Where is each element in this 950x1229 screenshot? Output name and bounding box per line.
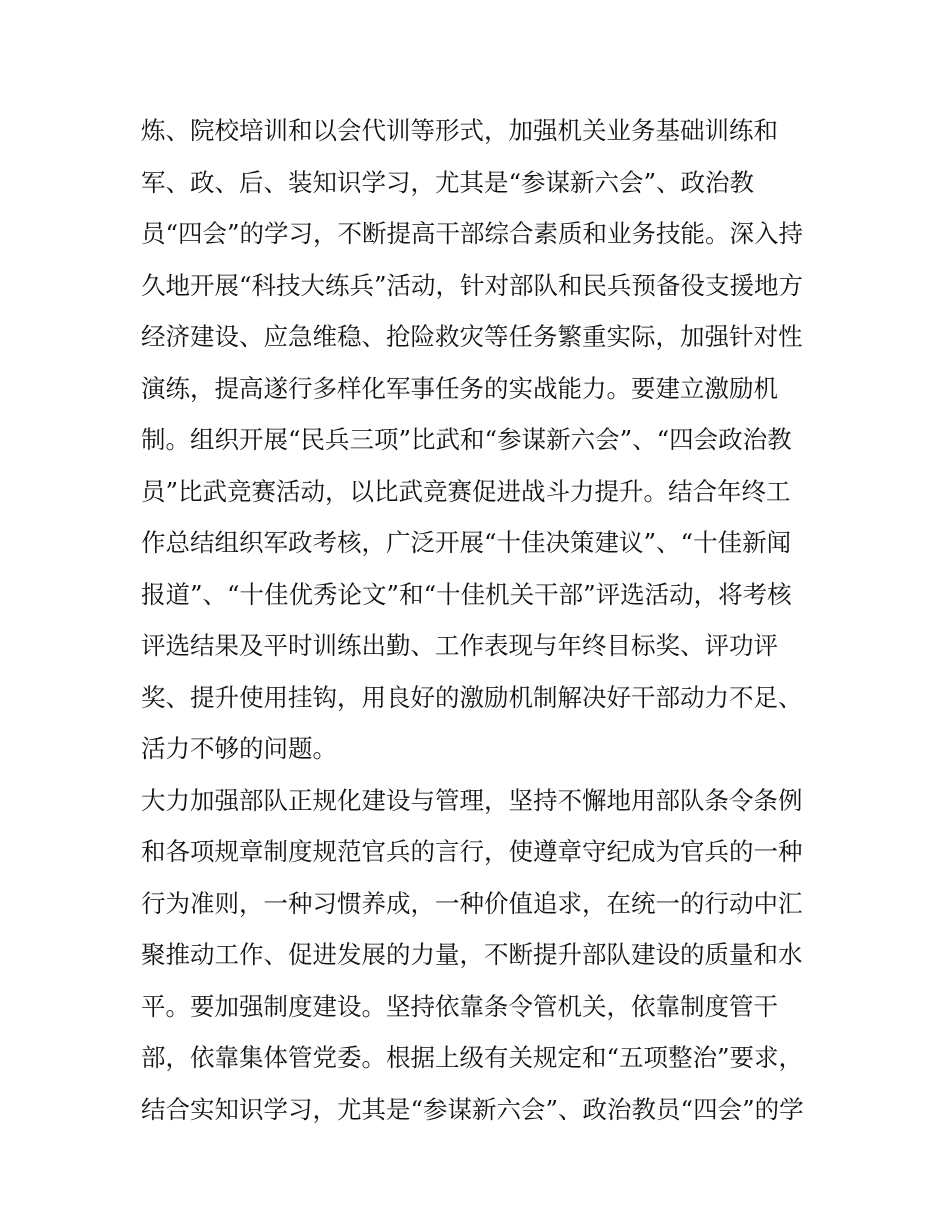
text-line: 聚推动工作、促进发展的力量，不断提升部队建设的质量和水 xyxy=(141,940,803,969)
text-line: 部，依靠集体管党委。根据上级有关规定和“五项整治”要求， xyxy=(141,1043,804,1072)
text-line: 评选结果及平时训练出勤、工作表现与年终目标奖、评功评 xyxy=(141,631,778,660)
text-line: 炼、院校培训和以会代训等形式，加强机关业务基础训练和 xyxy=(141,116,778,145)
text-line: 作总结组织军政考核，广泛开展“十佳决策建议”、“十佳新闻 xyxy=(141,528,792,557)
body-text xyxy=(141,105,841,1135)
text-line: 大力加强部队正规化建设与管理，坚持不懈地用部队条令条例 xyxy=(141,785,803,815)
text-line: 员“四会”的学习，不断提高干部综合素质和业务技能。深入持 xyxy=(141,219,804,248)
text-line: 军、政、后、装知识学习，尤其是“参谋新六会”、政治教 xyxy=(141,167,755,197)
text-line: 活力不够的问题。 xyxy=(141,734,337,763)
text-line: 结合实知识学习，尤其是“参谋新六会”、政治教员“四会”的学 xyxy=(141,1094,804,1124)
text-line: 久地开展“科技大练兵”活动，针对部队和民兵预备役支援地方 xyxy=(141,270,804,300)
text-line: 演练，提高遂行多样化军事任务的实战能力。要建立激励机 xyxy=(141,373,778,403)
text-line: 行为准则，一种习惯养成，一种价值追求，在统一的行动中汇 xyxy=(141,888,803,918)
text-line: 员”比武竞赛活动，以比武竞赛促进战斗力提升。结合年终工 xyxy=(141,476,791,506)
text-line: 制。组织开展“民兵三项”比武和“参谋新六会”、“四会政治教 xyxy=(141,425,792,454)
text-line: 奖、提升使用挂钩，用良好的激励机制解决好干部动力不足、 xyxy=(141,682,803,712)
text-line: 报道”、“十佳优秀论文”和“十佳机关干部”评选活动，将考核 xyxy=(141,579,792,609)
text-line: 平。要加强制度建设。坚持依靠条令管机关，依靠制度管干 xyxy=(141,991,778,1021)
text-line: 经济建设、应急维稳、抢险救灾等任务繁重实际，加强针对性 xyxy=(141,322,803,351)
text-line: 和各项规章制度规范官兵的言行，使遵章守纪成为官兵的一种 xyxy=(141,837,803,866)
